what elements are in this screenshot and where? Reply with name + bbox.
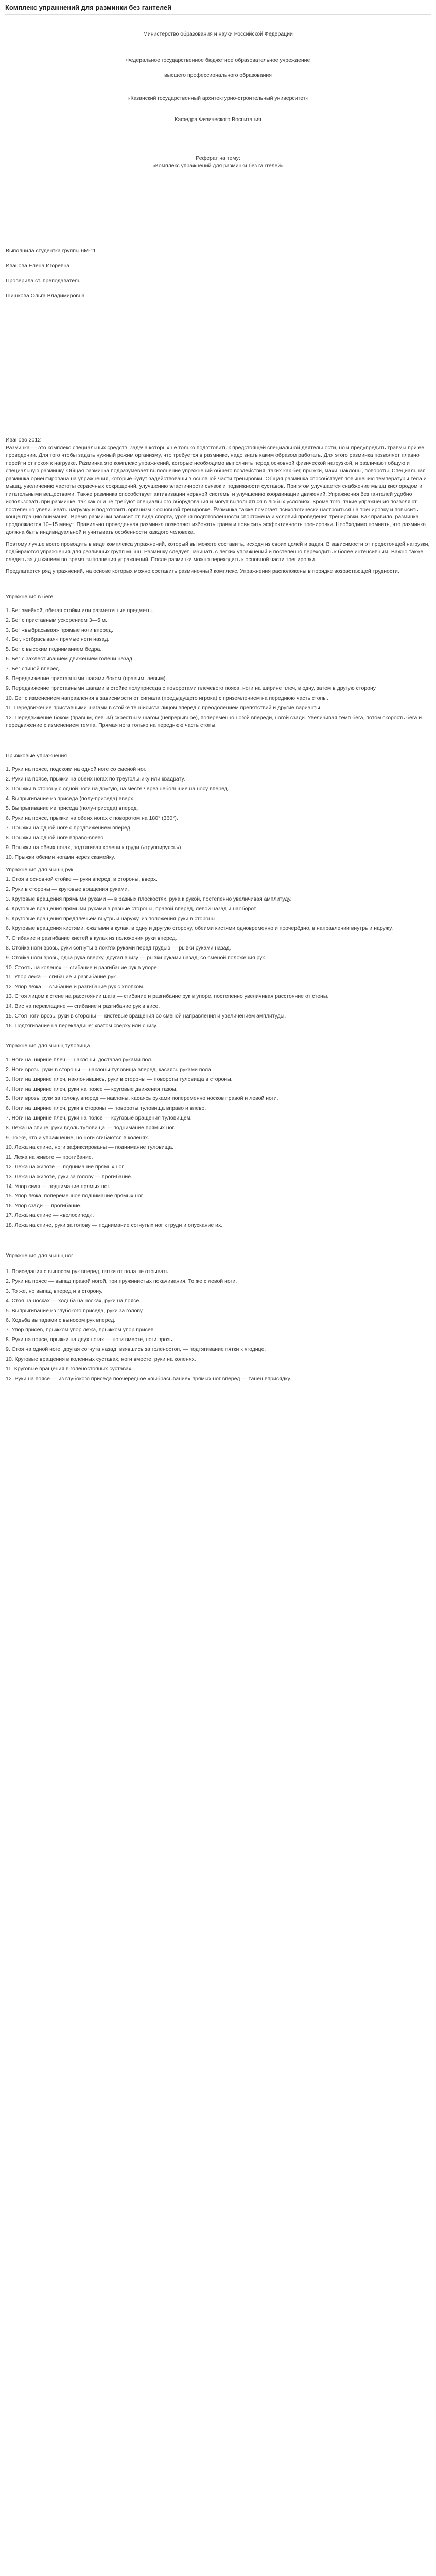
- list-item: 6. Ноги на ширине плеч, руки в стороны — повороты туловища вправо и влево.: [6, 1105, 206, 1112]
- list-item: 15. Упор лежа, попеременное поднимание прямых ног.: [6, 1193, 144, 1199]
- list-item: 1. Бег змейкой, обегая стойки или разметочные предметы.: [6, 607, 153, 614]
- list-item: 17. Лежа на спине — «велосипед».: [6, 1212, 94, 1219]
- list-item: 10. Бег с изменением направления в зависимости от сигнала (предыдущего игрока) с приземлением на переднюю часть стопы.: [6, 694, 328, 701]
- list-item: 5. Выпрыгивание из глубокого приседа, руки за голову.: [6, 1307, 144, 1314]
- arm-exercises-list: [6, 876, 430, 1030]
- list-item: 3. Прыжки в сторону с одной ноги на другую, на месте через небольшие на носу вперед.: [6, 786, 229, 792]
- list-item: 7. Бег спиной вперед.: [6, 666, 60, 672]
- list-item: 12. Руки на поясе — из глубокого приседа поочередное «выбрасывание» прямых ног вперед — танец вприсядку.: [6, 1375, 291, 1382]
- section-title-run: Упражнения в беге.: [6, 593, 55, 600]
- torso-exercises-list: [6, 1056, 430, 1229]
- list-item: 14. Вис на перекладине — сгибание и разгибание рук в висе.: [6, 1003, 160, 1010]
- list-item: 6. Ходьба выпадами с выносом рук вперед.: [6, 1317, 116, 1324]
- report-label: Реферат на тему:: [196, 155, 240, 161]
- list-item: 6. Круговые вращения кистями, сжатыми в кулак, в одну и другую сторону, обеими кистями одновременно и поочерёдно, в направлении внутрь и наружу.: [6, 925, 393, 931]
- list-item: 1. Стоя в основной стойке — руки вперед, в стороны, вверх.: [6, 876, 158, 883]
- list-item: 5. Бег с высоким подниманием бедра.: [6, 646, 102, 653]
- list-item: 2. Бег с приставным ускорением 3—5 м.: [6, 617, 108, 623]
- section-title-legs: Упражнения для мышц ног: [6, 1252, 73, 1259]
- intro-paragraph: Поэтому лучше всего проводить в виде комплекса упражнений, который вы можете составить, исходя из своих целей и задач. В зависимости от предстоящей нагрузки, подбираются упражнения для различных групп мышц. Разминку следует начинать с легких упражнений и постепенно переходить к более интенсивным. Важно также следить за дыханием во время выполнения упражнений. После разминки можно переходить к основной части тренировки.: [6, 541, 430, 563]
- intro-paragraph: Разминка — это комплекс специальных средств, задача которых не только подготовить к предстоящей специальной деятельности, но и предупредить травмы при ее проведении. Для того чтобы задать нужный режим организму, что требуется в разминке, надо знать каким образом работать. Для этого разминка позволяет плавно перейти от покоя к нагрузке. Разминка это комплекс упражнений, которые необходимо выполнить перед основной физической нагрузкой, и различают общую и специальную разминку. Общая разминка подразумевает выполнение упражнений общего воздействия, таких как бег, прыжки, махи, наклоны, повороты. Специальная разминка ориентирована на упражнения, которые будут задействованы в основной части тренировки. Общая разминка способствует повышению температуры тела и мышц, увеличению частоты сердечных сокращений, улучшению эластичности связок и подвижности суставов. При этом улучшается снабжение мышц кислородом и питательными веществами. Также разминка способствует активизации нервной системы и улучшению координации движений. Упражнения без гантелей удобно использовать при разминке, так как они не требуют специального оборудования и могут выполняться в любых условиях. Кроме того, такие упражнения позволяют постепенно увеличивать нагрузку и подготовить организм к основной тренировке. Разминка также помогает психологически настроиться на тренировку и повысить концентрацию внимания. Время разминки зависит от вида спорта, уровня подготовленности спортсмена и условий проведения тренировки. Как правило, разминка продолжается 10–15 минут. Правильно проведенная разминка позволяет избежать травм и повысить эффективность тренировки. Необходимо помнить, что разминка должна быть индивидуальной и учитывать особенности каждого человека.: [6, 445, 427, 536]
- jump-exercises-list: [6, 766, 430, 861]
- list-item: 16. Подтягивание на перекладине: хватом сверху или снизу.: [6, 1022, 158, 1029]
- list-item: 1. Руки на поясе, подскоки на одной ноге со сменой ног.: [6, 766, 147, 773]
- list-item: 10. Прыжки обеими ногами через скамейку.: [6, 854, 115, 860]
- list-item: 9. Стоя на одной ноге, другая согнута назад, взявшись за голеностоп, — подтягивание пятки к ягодице.: [6, 1346, 266, 1353]
- organization-line-1: Федеральное государственное бюджетное образовательное учреждение: [126, 57, 310, 64]
- list-item: 12. Упор лежа — сгибание и разгибание рук с хлопком.: [6, 984, 145, 990]
- list-item: 7. Упор присев, прыжком упор лежа, прыжком упор присев.: [6, 1327, 155, 1333]
- list-item: 8. Передвижение приставными шагами боком (правым, левым).: [6, 675, 167, 682]
- list-item: 12. Передвижение боком (правым, левым) скрестным шагом (непрерывное), попеременно ногой впереди, ногой сзади. Увеличивая темп бега, потом скорость бега и передвижение с изменением темпа. Прямая нога только на переднюю часть стопы.: [6, 714, 422, 728]
- list-item: 8. Стойка ноги врозь, руки согнуты в локтях руками перед грудью — рывки руками назад.: [6, 944, 231, 951]
- list-item: 4. Стоя на носках — ходьба на носках, руки на поясе.: [6, 1297, 141, 1304]
- section-title-torso: Упражнения для мышц туловища: [6, 1042, 90, 1049]
- list-item: 3. Бег «выбрасывая» прямые ноги вперед.: [6, 626, 113, 633]
- list-item: 6. Бег с захлестыванием движением голени назад.: [6, 656, 134, 663]
- list-item: 3. То же, но выпад вперед и в сторону.: [6, 1287, 103, 1294]
- list-item: 10. Круговые вращения в коленных суставах, ноги вместе, руки на коленях.: [6, 1356, 196, 1363]
- list-item: 4. Бег, «отбрасывая» прямые ноги назад.: [6, 636, 110, 643]
- list-item: 4. Ноги на ширине плеч, руки на поясе — круговые движения тазом.: [6, 1086, 178, 1092]
- list-item: 15. Стоя ноги врозь, руки в стороны — кистевые вращения со сменой направления и увеличением амплитуды.: [6, 1013, 286, 1020]
- list-item: 7. Прыжки на одной ноге с продвижением вперед.: [6, 824, 132, 831]
- author-name: Иванова Елена Игоревна: [6, 262, 70, 269]
- list-item: 2. Руки на поясе, прыжки на обеих ногах по треугольнику или квадрату.: [6, 776, 185, 783]
- run-exercises-list: [6, 607, 430, 730]
- list-item: 5. Круговые вращения предплечьем внутрь и наружу, из положения руки в стороны.: [6, 916, 217, 922]
- list-item: 7. Ноги на ширине плеч, руки на поясе — круговые вращения туловищем.: [6, 1115, 192, 1122]
- section-title-arms: Упражнения для мышц рук: [6, 867, 74, 873]
- section-title-jumps: Прыжковые упражнения: [6, 752, 67, 759]
- list-item: 8. Руки на поясе, прыжки на двух ногах — ноги вместе, ноги врозь.: [6, 1336, 174, 1343]
- list-item: 11. Упор лежа — сгибание и разгибание рук.: [6, 974, 117, 980]
- organization-line-2: высшего профессионального образования: [164, 72, 272, 79]
- list-item: 7. Сгибание и разгибание кистей в кулак из положения руки вперед.: [6, 935, 177, 941]
- ministry-line: Министерство образования и науки Российской Федерации: [143, 31, 293, 38]
- intro-section: [6, 444, 430, 575]
- list-item: 10. Лежа на спине, ноги зафиксированы — поднимание туловища.: [6, 1144, 174, 1150]
- list-item: 16. Упор сзади — прогибание.: [6, 1202, 82, 1209]
- list-item: 9. То же, что и упражнение, но ноги сгибаются в коленях.: [6, 1134, 150, 1141]
- list-item: 18. Лежа на спине, руки за голову — поднимание согнутых ног к груди и опускание их.: [6, 1222, 223, 1229]
- list-item: 4. Круговые вращения прямыми руками в разные стороны, правой вперед, левой назад и наоборот.: [6, 906, 257, 912]
- checker-name: Шишкова Ольга Владимировна: [6, 292, 85, 299]
- list-item: 11. Передвижение приставными шагами в стойке теннисиста лицом вперед с преодолением препятствий и другие варианты.: [6, 704, 322, 711]
- list-item: 12. Лежа на животе — поднимание прямых ног.: [6, 1163, 125, 1170]
- author-line: Выполнила студентка группы 6М-11: [6, 247, 96, 254]
- document-body: [0, 15, 436, 1382]
- document-title: Комплекс упражнений для разминки без гантелей: [5, 4, 172, 11]
- list-item: 2. Руки на поясе — выпад правой ногой, три пружинистых покачивания. То же с левой ноги.: [6, 1278, 237, 1284]
- list-item: 10. Стоять на коленях — сгибание и разгибание рук в упоре.: [6, 964, 159, 971]
- list-item: 3. Ноги на ширине плеч, наклонившись, руки в стороны — повороты туловища в стороны.: [6, 1076, 233, 1082]
- city-year: Иваново 2012: [6, 437, 41, 444]
- list-item: 13. Стоя лицом к стене на расстоянии шага — сгибание и разгибание рук в упоре, постепенно увеличивая расстояние от стены.: [6, 993, 329, 1000]
- list-item: 6. Руки на поясе, прыжки на обеих ногах с поворотом на 180° (360°).: [6, 815, 178, 821]
- list-item: 14. Упор сидя — поднимание прямых ног.: [6, 1183, 110, 1190]
- list-item: 8. Лежа на спине, руки вдоль туловища — поднимание прямых ног.: [6, 1125, 175, 1131]
- leg-exercises-list: [6, 1268, 430, 1383]
- checked-by-line: Проверила ст. преподаватель: [6, 277, 81, 284]
- list-item: 4. Выпрыгивание из приседа (полу-приседа) вверх.: [6, 795, 135, 802]
- list-item: 9. Передвижение приставными шагами в стойке полуприседа с поворотами плечевого пояса, ноги на ширине плеч, в одну, затем в другую сторону.: [6, 685, 377, 691]
- list-item: 3. Круговые вращения прямыми руками — в разных плоскостях, рука к рукой, постепенно увеличивая амплитуду.: [6, 896, 292, 903]
- report-title: «Комплекс упражнений для разминки без гантелей»: [152, 162, 284, 169]
- list-item: 5. Ноги врозь, руки за голову, вперед — наклоны, касаясь руками попеременно носков правой и левой ноги.: [6, 1095, 278, 1102]
- list-item: 11. Круговые вращения в голеностопных суставах.: [6, 1366, 133, 1372]
- intro-paragraph: Предлагается ряд упражнений, на основе которых можно составить разминочный комплекс. Упражнения расположены в порядке возрастающей трудности.: [6, 568, 399, 574]
- list-item: 9. Стойка ноги врозь, одна рука вверху, другая внизу — рывки руками назад, со сменой положения рук.: [6, 954, 266, 961]
- department-line: Кафедра Физического Воспитания: [175, 116, 261, 123]
- list-item: 1. Ноги на ширине плеч — наклоны, доставая руками пол.: [6, 1056, 153, 1063]
- list-item: 9. Прыжки на обеих ногах, подтягивая колени к груди («группируясь»).: [6, 844, 183, 851]
- list-item: 11. Лежа на животе — прогибание.: [6, 1154, 93, 1160]
- list-item: 2. Руки в стороны — круговые вращения руками.: [6, 886, 129, 893]
- list-item: 2. Ноги врозь, руки в стороны — наклоны туловища вперед, касаясь руками пола.: [6, 1066, 213, 1073]
- university-line: «Казанский государственный архитектурно-строительный университет»: [127, 95, 309, 102]
- list-item: 5. Выпрыгивание из приседа (полу-приседа) вперед.: [6, 805, 138, 812]
- list-item: 8. Прыжки на одной ноге вправо-влево.: [6, 834, 105, 841]
- list-item: 1. Приседания с выносом рук вперед, пятки от пола не отрывать.: [6, 1268, 170, 1275]
- list-item: 13. Лежа на животе, руки за голову — прогибание.: [6, 1173, 133, 1180]
